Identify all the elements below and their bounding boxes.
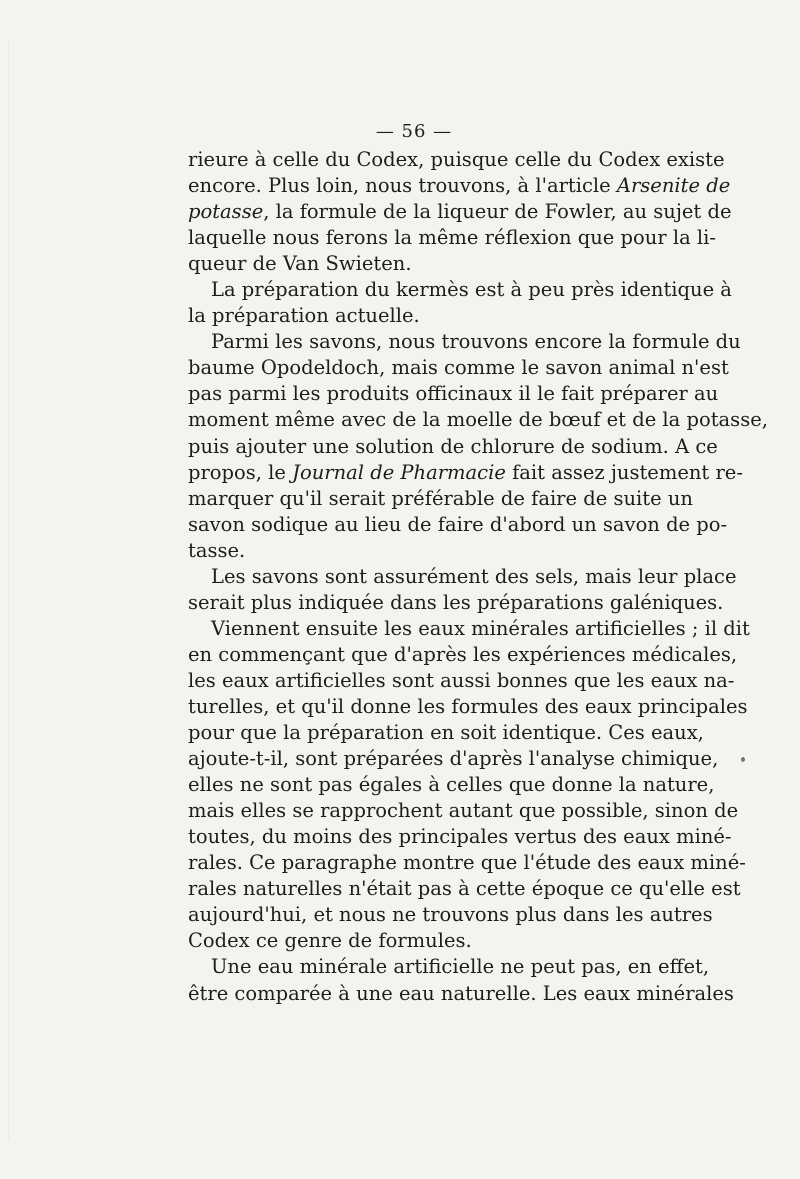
text-line xyxy=(188,225,716,251)
text-segment: laquelle nous ferons la même réflexion que pour la li- xyxy=(188,226,716,250)
text-segment: elles ne sont pas égales à celles que donne la nature, xyxy=(188,773,715,797)
text-line xyxy=(188,720,704,746)
text-segment: rieure à celle du Codex, puisque celle du Codex existe xyxy=(188,148,725,171)
text-line xyxy=(188,147,725,173)
text-line xyxy=(188,460,743,486)
text-segment: Parmi les savons, nous trouvons encore la formule du xyxy=(211,330,741,354)
text-segment: marquer qu'il serait préférable de faire de suite un xyxy=(188,486,693,510)
text-segment: moment même avec de la moelle de bœuf et de la potasse, xyxy=(188,408,768,432)
text-segment: pour que la préparation en soit identique. Ces eaux, xyxy=(188,721,704,745)
text-line xyxy=(188,824,732,850)
text-segment: pas parmi les produits officinaux il le fait préparer au xyxy=(188,382,719,406)
italic-text: Journal de Pharmacie xyxy=(292,460,506,484)
text-segment: propos, le xyxy=(188,460,293,484)
text-line xyxy=(188,928,672,954)
text-line xyxy=(188,407,768,433)
text-segment: les eaux artificielles sont aussi bonnes que les eaux na- xyxy=(188,668,735,692)
text-segment: , la formule de la liqueur de Fowler, au sujet de xyxy=(263,200,732,224)
text-line xyxy=(188,876,741,902)
text-segment: en commençant que d'après les expériences médicales, xyxy=(188,642,738,666)
text-line xyxy=(188,381,719,407)
text-line xyxy=(188,564,737,590)
text-line xyxy=(188,173,731,199)
text-segment: Viennent ensuite les eaux minérales artificielles ; il dit xyxy=(211,616,750,640)
text-segment: Une eau minérale artificielle ne peut pas, en effet, xyxy=(211,955,710,979)
page-number: — 56 — xyxy=(375,121,453,142)
text-segment: queur de Van Swieten. xyxy=(188,252,412,276)
text-line xyxy=(188,902,713,928)
italic-text: potasse xyxy=(188,200,264,224)
text-line xyxy=(188,512,728,538)
text-segment: ajoute-t-il, sont préparées d'après l'analyse chimique, xyxy=(188,747,719,771)
paper-speck xyxy=(741,757,745,762)
text-line xyxy=(188,251,672,277)
text-segment: rales naturelles n'était pas à cette époque ce qu'elle est xyxy=(188,877,741,901)
text-line xyxy=(188,694,748,720)
italic-text: Arsenite de xyxy=(616,174,731,198)
text-line xyxy=(188,355,729,381)
text-segment: puis ajouter une solution de chlorure de sodium. A ce xyxy=(188,434,718,458)
text-line xyxy=(188,798,739,824)
text-segment: aujourd'hui, et nous ne trouvons plus dans les autres xyxy=(188,903,713,927)
body-text xyxy=(188,147,768,1007)
text-line xyxy=(188,303,672,329)
text-line xyxy=(188,486,693,512)
text-segment: fait assez justement re- xyxy=(505,460,743,484)
text-line xyxy=(188,277,732,303)
text-line xyxy=(188,199,732,225)
text-line xyxy=(188,329,741,355)
text-line xyxy=(188,590,724,616)
text-segment: toutes, du moins des principales vertus des eaux miné- xyxy=(188,825,732,849)
text-line xyxy=(188,746,719,772)
text-segment: tasse. xyxy=(188,538,246,562)
text-segment: serait plus indiquée dans les préparations galéniques. xyxy=(188,590,724,614)
page-edge-shadow xyxy=(8,40,9,1140)
text-line xyxy=(188,772,715,798)
text-segment: encore. Plus loin, nous trouvons, à l'article xyxy=(188,174,617,198)
text-segment: Les savons sont assurément des sels, mais leur place xyxy=(211,564,737,588)
text-segment: turelles, et qu'il donne les formules des eaux principales xyxy=(188,694,748,718)
text-line xyxy=(188,642,738,668)
text-line xyxy=(188,668,735,694)
text-line xyxy=(188,981,734,1007)
text-line xyxy=(188,954,710,980)
text-segment: la préparation actuelle. xyxy=(188,304,420,328)
text-line xyxy=(188,616,750,642)
text-line xyxy=(188,434,718,460)
text-line xyxy=(188,538,672,564)
text-segment: savon sodique au lieu de faire d'abord un savon de po- xyxy=(188,512,728,536)
text-segment: mais elles se rapprochent autant que possible, sinon de xyxy=(188,799,739,823)
text-segment: baume Opodeldoch, mais comme le savon animal n'est xyxy=(188,356,729,380)
text-segment: Codex ce genre de formules. xyxy=(188,929,472,953)
text-segment: La préparation du kermès est à peu près identique à xyxy=(211,278,732,302)
text-line xyxy=(188,850,746,876)
text-segment: être comparée à une eau naturelle. Les eaux minérales xyxy=(188,981,734,1005)
text-segment: rales. Ce paragraphe montre que l'étude des eaux miné- xyxy=(188,851,746,875)
